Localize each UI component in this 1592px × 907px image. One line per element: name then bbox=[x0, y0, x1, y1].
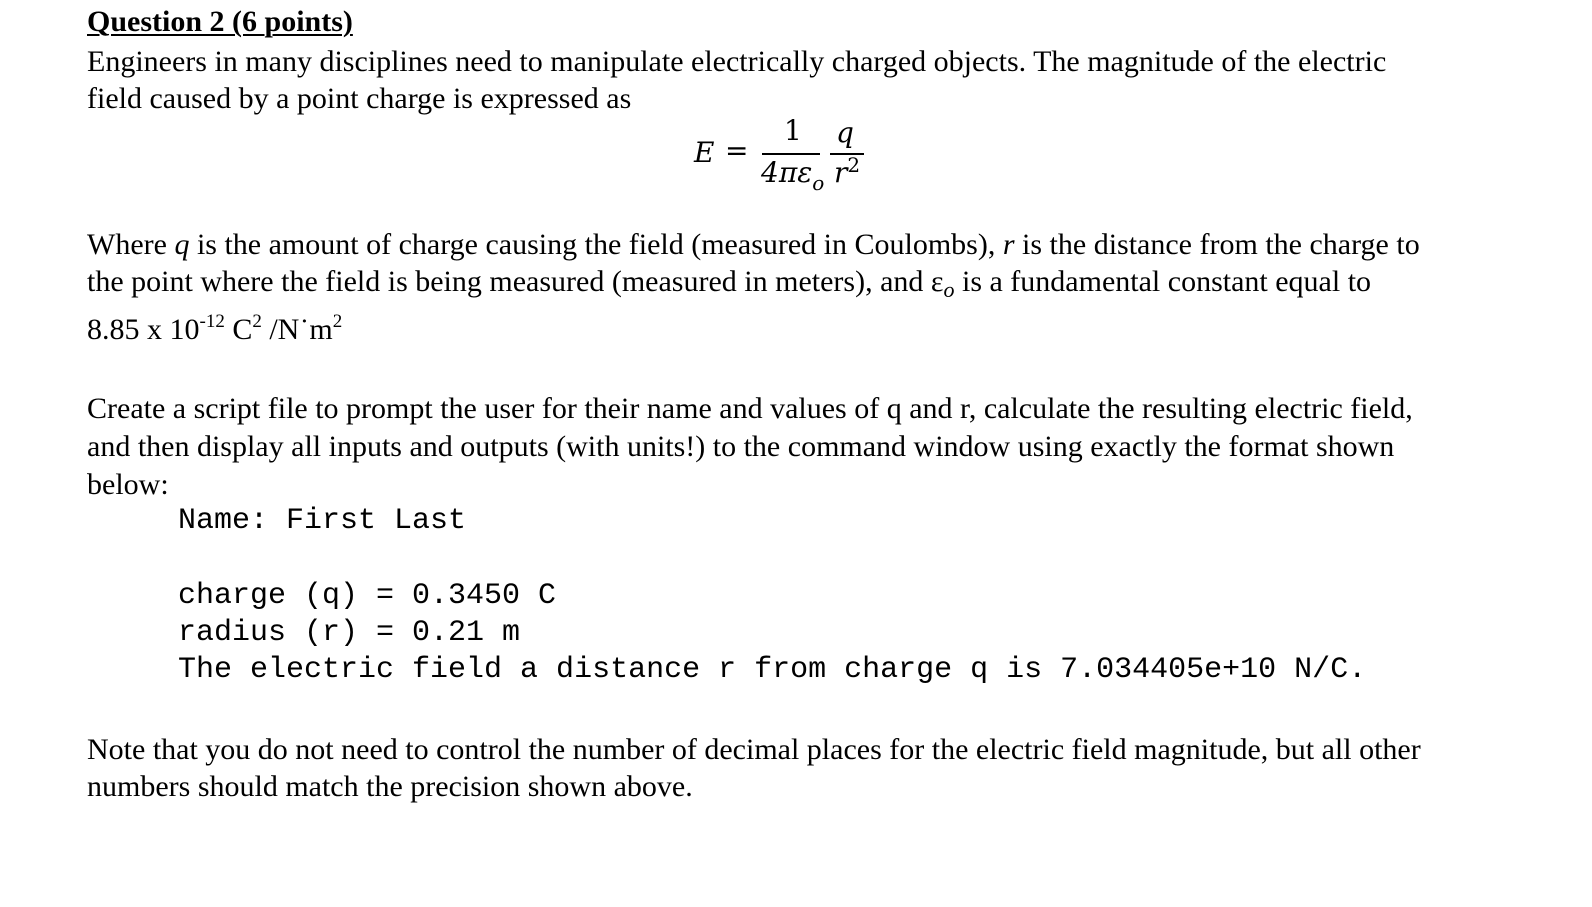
definitions-text: is the distance from the charge to bbox=[1014, 228, 1420, 261]
definitions-line-1 bbox=[87, 226, 1527, 263]
epsilon-subscript: o bbox=[943, 277, 955, 302]
variable-q: q bbox=[174, 228, 190, 261]
sample-output-name: Name: First Last bbox=[178, 504, 467, 538]
task-line-3: below: bbox=[87, 468, 169, 501]
note-paragraph bbox=[87, 731, 1527, 805]
sample-output-radius: radius (r) = 0.21 m bbox=[178, 616, 521, 650]
electric-field-equation bbox=[690, 112, 890, 195]
variable-r: r bbox=[1002, 228, 1015, 261]
task-paragraph bbox=[87, 390, 1527, 504]
fraction-1-bar bbox=[762, 153, 820, 155]
task-line-1: Create a script file to prompt the user for their name and values of q and r, calculate the resulting electric field, bbox=[87, 392, 1413, 425]
note-line-1: Note that you do not need to control the number of decimal places for the electric field magnitude, but all other bbox=[87, 733, 1421, 766]
constant-unit-exponent: 2 bbox=[252, 311, 262, 332]
equation-equals-sign: = bbox=[725, 134, 749, 167]
constant-unit: /N bbox=[261, 313, 300, 346]
definitions-text: is a fundamental constant equal to bbox=[954, 265, 1372, 298]
constant-base: 8.85 x 10 bbox=[87, 313, 200, 346]
equation-lhs: E bbox=[694, 136, 715, 169]
intro-line-1: Engineers in many disciplines need to manipulate electrically charged objects. The magnitude of the electric bbox=[87, 45, 1387, 78]
fraction-2-denominator-exponent: 2 bbox=[847, 153, 861, 177]
fraction-2-denominator-main: r bbox=[834, 156, 848, 189]
definitions-text: the point where the field is being measured (measured in meters), and ε bbox=[87, 265, 944, 298]
constant-unit-exponent: 2 bbox=[332, 311, 343, 332]
intro-paragraph bbox=[87, 43, 1527, 117]
fraction-2-numerator: q bbox=[836, 116, 854, 149]
task-line-2: and then display all inputs and outputs (with units!) to the command window using exactly the format shown bbox=[87, 430, 1395, 463]
question-heading: Question 2 (6 points) bbox=[87, 5, 353, 38]
sample-output-block bbox=[178, 578, 1366, 689]
fraction-1-denominator-main: 4πε bbox=[761, 156, 813, 189]
fraction-1-denominator-subscript: o bbox=[812, 171, 825, 195]
intro-line-2: field caused by a point charge is expressed as bbox=[87, 82, 632, 115]
constant-unit: C bbox=[224, 313, 253, 346]
fraction-1-denominator bbox=[761, 156, 825, 195]
sample-output-charge: charge (q) = 0.3450 C bbox=[178, 579, 557, 613]
fraction-1-numerator: 1 bbox=[784, 114, 802, 147]
definitions-paragraph bbox=[87, 226, 1527, 300]
definitions-text: is the amount of charge causing the field (measured in Coulombs), bbox=[189, 228, 1003, 261]
sample-output-field: The electric field a distance r from charge q is 7.034405e+10 N/C. bbox=[178, 653, 1367, 687]
constant-unit-dot: ˙ bbox=[299, 313, 310, 346]
constant-exponent: -12 bbox=[199, 311, 225, 332]
fraction-2-denominator bbox=[834, 153, 861, 189]
definitions-line-2 bbox=[87, 263, 1527, 300]
constant-unit: m bbox=[309, 313, 333, 346]
constant-value bbox=[87, 312, 342, 348]
definitions-text: Where bbox=[87, 228, 175, 261]
note-line-2: numbers should match the precision shown above. bbox=[87, 770, 693, 803]
